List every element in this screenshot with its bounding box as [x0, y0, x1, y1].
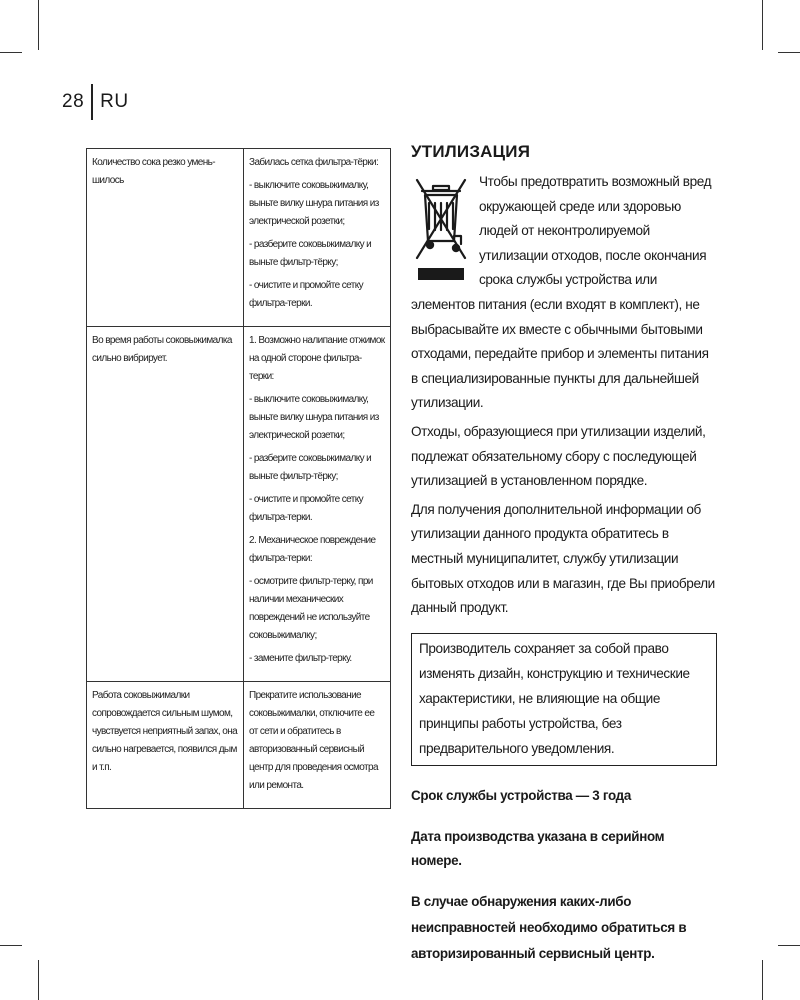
production-date-note: Дата производства указана в серийном номере. — [411, 828, 665, 868]
solution-step: - выключите соковыжималку, выньте вилку шнура питания из электрической розетки; — [249, 180, 379, 227]
solution-step: 1. Возможно налипание отжимок на одной стороне фильтра-терки: — [249, 335, 385, 382]
problem-cell: Количество сока резко умень-шилось — [87, 149, 244, 327]
crop-mark — [778, 945, 800, 946]
solution-step: - очистите и промойте сетку фильтра-терки. — [249, 494, 364, 523]
table-row — [87, 682, 391, 809]
problem-cell: Работа соковыжималки сопровождается сильным шумом, чувствуется неприятный запах, она сильно нагревается, появился дым и т.п. — [87, 682, 244, 809]
crop-mark — [38, 0, 39, 50]
service-life: Срок службы устройства — 3 года — [411, 787, 632, 803]
header-divider — [91, 84, 93, 120]
crop-mark — [38, 960, 39, 1000]
solution-step: - очистите и промойте сетку фильтра-терки. — [249, 280, 364, 309]
disposal-paragraph: Для получения дополнительной информации об утилизации данного продукта обратитесь в местный муниципалитет, службу утилизации бытовых отходов или в магазин, где Вы приобрели данный продукт. — [411, 501, 715, 616]
page-number: 28 — [62, 91, 85, 112]
crop-mark — [0, 52, 22, 53]
table-row — [87, 149, 391, 327]
crop-mark — [778, 52, 800, 53]
solution-step: 2. Механическое повреждение фильтра-терки: — [249, 535, 376, 564]
malfunction-note: В случае обнаружения каких-либо неисправностей необходимо обратиться в авторизированный сервисный центр. — [411, 893, 687, 961]
crop-mark — [762, 960, 763, 1000]
disposal-intro-block — [411, 170, 717, 416]
table-row — [87, 327, 391, 682]
solution-step: Забилась сетка фильтра-тёрки: — [249, 157, 379, 168]
troubleshooting-table — [86, 148, 391, 809]
crossed-out-wheelie-bin-icon — [413, 174, 469, 286]
disposal-paragraph: Отходы, образующиеся при утилизации изделий, подлежат обязательному сбору с последующей утилизацией в установленном порядке. — [411, 423, 706, 489]
crop-mark — [0, 945, 22, 946]
manufacturer-notice: Производитель сохраняет за собой право изменять дизайн, конструкцию и технические характеристики, не влияющие на общие принципы работы устройства, без предварительного уведомления. — [411, 633, 717, 766]
solution-step: Прекратите использование соковыжималки, отключите ее от сети и обратитесь в авторизованный сервисный центр для проведения осмотра или ремонта. — [249, 690, 378, 791]
solution-step: - осмотрите фильтр-терку, при наличии механических повреждений не используйте соковыжималку; — [249, 576, 373, 641]
problem-cell: Во время работы соковыжималка сильно вибрирует. — [87, 327, 244, 682]
section-title: УТИЛИЗАЦИЯ — [411, 142, 531, 161]
page-header — [62, 83, 129, 121]
solution-cell — [244, 327, 391, 682]
solution-step: - разберите соковыжималку и выньте фильтр-тёрку; — [249, 239, 372, 268]
solution-step: - замените фильтр-терку. — [249, 653, 352, 664]
solution-cell — [244, 682, 391, 809]
solution-step: - выключите соковыжималку, выньте вилку шнура питания из электрической розетки; — [249, 394, 379, 441]
disposal-intro: Чтобы предотвратить возможный вред окружающей среде или здоровью людей от неконтролируемой утилизации отходов, после окончания срока службы устройства или элементов питания (если входят в комплект), не выбрасывайте их вместе с обычными бытовыми отходами, передайте прибор и элементы питания в специализированные пункты для дальнейшей утилизации. — [411, 174, 712, 411]
solution-step: - разберите соковыжималку и выньте фильтр-тёрку; — [249, 453, 372, 482]
solution-cell — [244, 149, 391, 327]
crop-mark — [762, 0, 763, 50]
disposal-section — [411, 142, 717, 967]
language-label: RU — [100, 91, 129, 112]
